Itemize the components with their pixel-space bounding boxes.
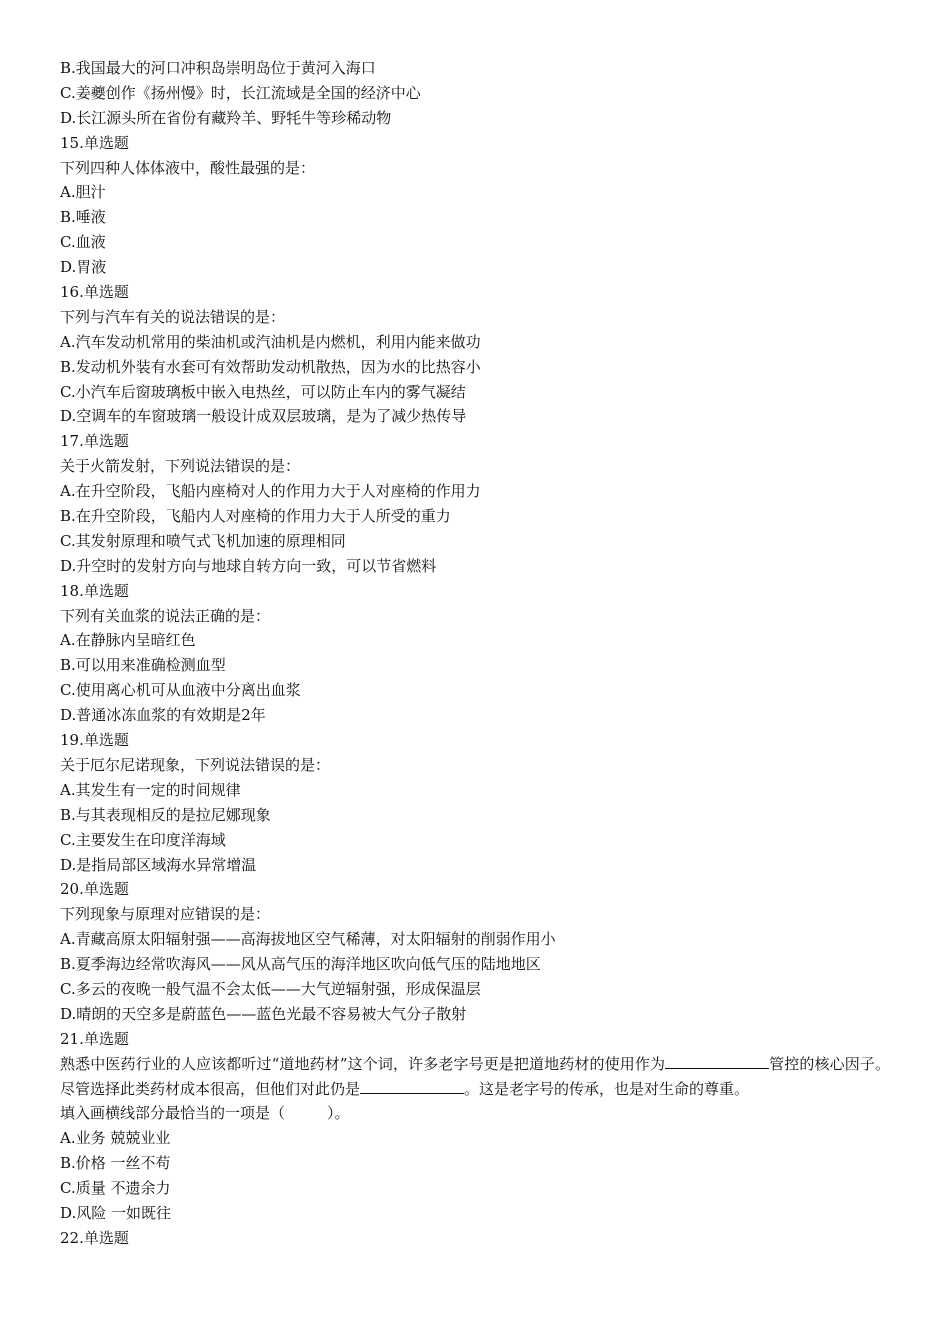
question-prompt	[60, 1101, 890, 1126]
option-a: A.在静脉内呈暗红色	[60, 631, 196, 650]
question-19	[60, 728, 890, 877]
question-20	[60, 877, 890, 1026]
question-22	[60, 1226, 890, 1251]
option-d: D.是指局部区域海水异常增温	[60, 855, 257, 874]
option-a: A.业务 兢兢业业	[60, 1129, 171, 1148]
question-stem: 下列有关血浆的说法正确的是：	[60, 606, 271, 625]
option-c: C.其发射原理和喷气式飞机加速的原理相同	[60, 531, 346, 550]
document-page	[60, 56, 890, 1251]
question-21	[60, 1027, 890, 1226]
option-a: A.汽车发动机常用的柴油机或汽油机是内燃机，利用内能来做功	[60, 332, 481, 351]
option-d: D.空调车的车窗玻璃一般设计成双层玻璃，是为了减少热传导	[60, 407, 467, 426]
option-c: C.使用离心机可从血液中分离出血浆	[60, 681, 301, 700]
option-b: B.唾液	[60, 208, 106, 227]
option-b: B.与其表现相反的是拉尼娜现象	[60, 805, 271, 824]
question-header: 19.单选题	[60, 731, 129, 750]
passage-text-3: 。这是老字号的传承，也是对生命的尊重。	[464, 1079, 750, 1098]
option-c: C.主要发生在印度洋海域	[60, 830, 226, 849]
option-b: B.发动机外装有水套可有效帮助发动机散热，因为水的比热容小	[60, 357, 481, 376]
question-stem: 关于厄尔尼诺现象，下列说法错误的是：	[60, 755, 331, 774]
option-b: B.夏季海边经常吹海风——风从高气压的海洋地区吹向低气压的陆地地区	[60, 955, 541, 974]
question-16	[60, 280, 890, 429]
question-passage	[60, 1052, 890, 1102]
option-d: D.升空时的发射方向与地球自转方向一致，可以节省燃料	[60, 556, 437, 575]
question-15	[60, 131, 890, 280]
question-stem: 关于火箭发射，下列说法错误的是：	[60, 457, 301, 476]
question-stem: 下列与汽车有关的说法错误的是：	[60, 307, 286, 326]
option-a: A.青藏高原太阳辐射强——高海拔地区空气稀薄，对太阳辐射的削弱作用小	[60, 930, 556, 949]
passage-text-2: 管控的核心因子。尽管选择此类药材成本很高，但他们对此仍是	[60, 1054, 890, 1098]
question-header: 17.单选题	[60, 432, 129, 451]
question-stem: 下列四种人体体液中，酸性最强的是：	[60, 158, 316, 177]
question-stem: 下列现象与原理对应错误的是：	[60, 905, 271, 924]
question-18	[60, 579, 890, 728]
option-b: B.在升空阶段，飞船内人对座椅的作用力大于人所受的重力	[60, 507, 451, 526]
option-d: D.长江源头所在省份有藏羚羊、野牦牛等珍稀动物	[60, 108, 392, 127]
question-17	[60, 429, 890, 578]
option-c: C.小汽车后窗玻璃板中嵌入电热丝，可以防止车内的雾气凝结	[60, 382, 466, 401]
option-c: C.质量 不遗余力	[60, 1179, 171, 1198]
question-header: 20.单选题	[60, 880, 129, 899]
passage-text-1: 熟悉中医药行业的人应该都听过“道地药材”这个词，许多老字号更是把道地药材的使用作为	[60, 1054, 666, 1073]
question-header: 22.单选题	[60, 1228, 129, 1247]
question-14-tail	[60, 56, 890, 131]
option-b: B.我国最大的河口冲积岛崇明岛位于黄河入海口	[60, 59, 376, 77]
option-c: C.多云的夜晚一般气温不会太低——大气逆辐射强，形成保温层	[60, 979, 481, 998]
option-b: B.价格 一丝不苟	[60, 1154, 171, 1173]
option-a: A.胆汁	[60, 183, 106, 202]
option-b: B.可以用来准确检测血型	[60, 656, 226, 675]
option-c: C.血液	[60, 233, 106, 252]
option-a: A.在升空阶段，飞船内座椅对人的作用力大于人对座椅的作用力	[60, 482, 481, 501]
fill-blank-1	[665, 1054, 769, 1069]
question-header: 16.单选题	[60, 283, 129, 302]
question-header: 18.单选题	[60, 581, 129, 600]
question-header: 21.单选题	[60, 1029, 129, 1048]
option-c: C.姜夔创作《扬州慢》时，长江流域是全国的经济中心	[60, 83, 421, 102]
fill-blank-2	[360, 1079, 464, 1094]
option-d: D.风险 一如既往	[60, 1204, 172, 1222]
prompt-text-after: ）。	[327, 1104, 350, 1123]
prompt-text-before: 填入画横线部分最恰当的一项是（	[60, 1104, 286, 1123]
option-d: D.胃液	[60, 258, 107, 277]
option-d: D.普通冰冻血浆的有效期是2年	[60, 706, 266, 725]
question-header: 15.单选题	[60, 133, 129, 152]
option-a: A.其发生有一定的时间规律	[60, 780, 241, 799]
option-d: D.晴朗的天空多是蔚蓝色——蓝色光最不容易被大气分子散射	[60, 1004, 467, 1023]
